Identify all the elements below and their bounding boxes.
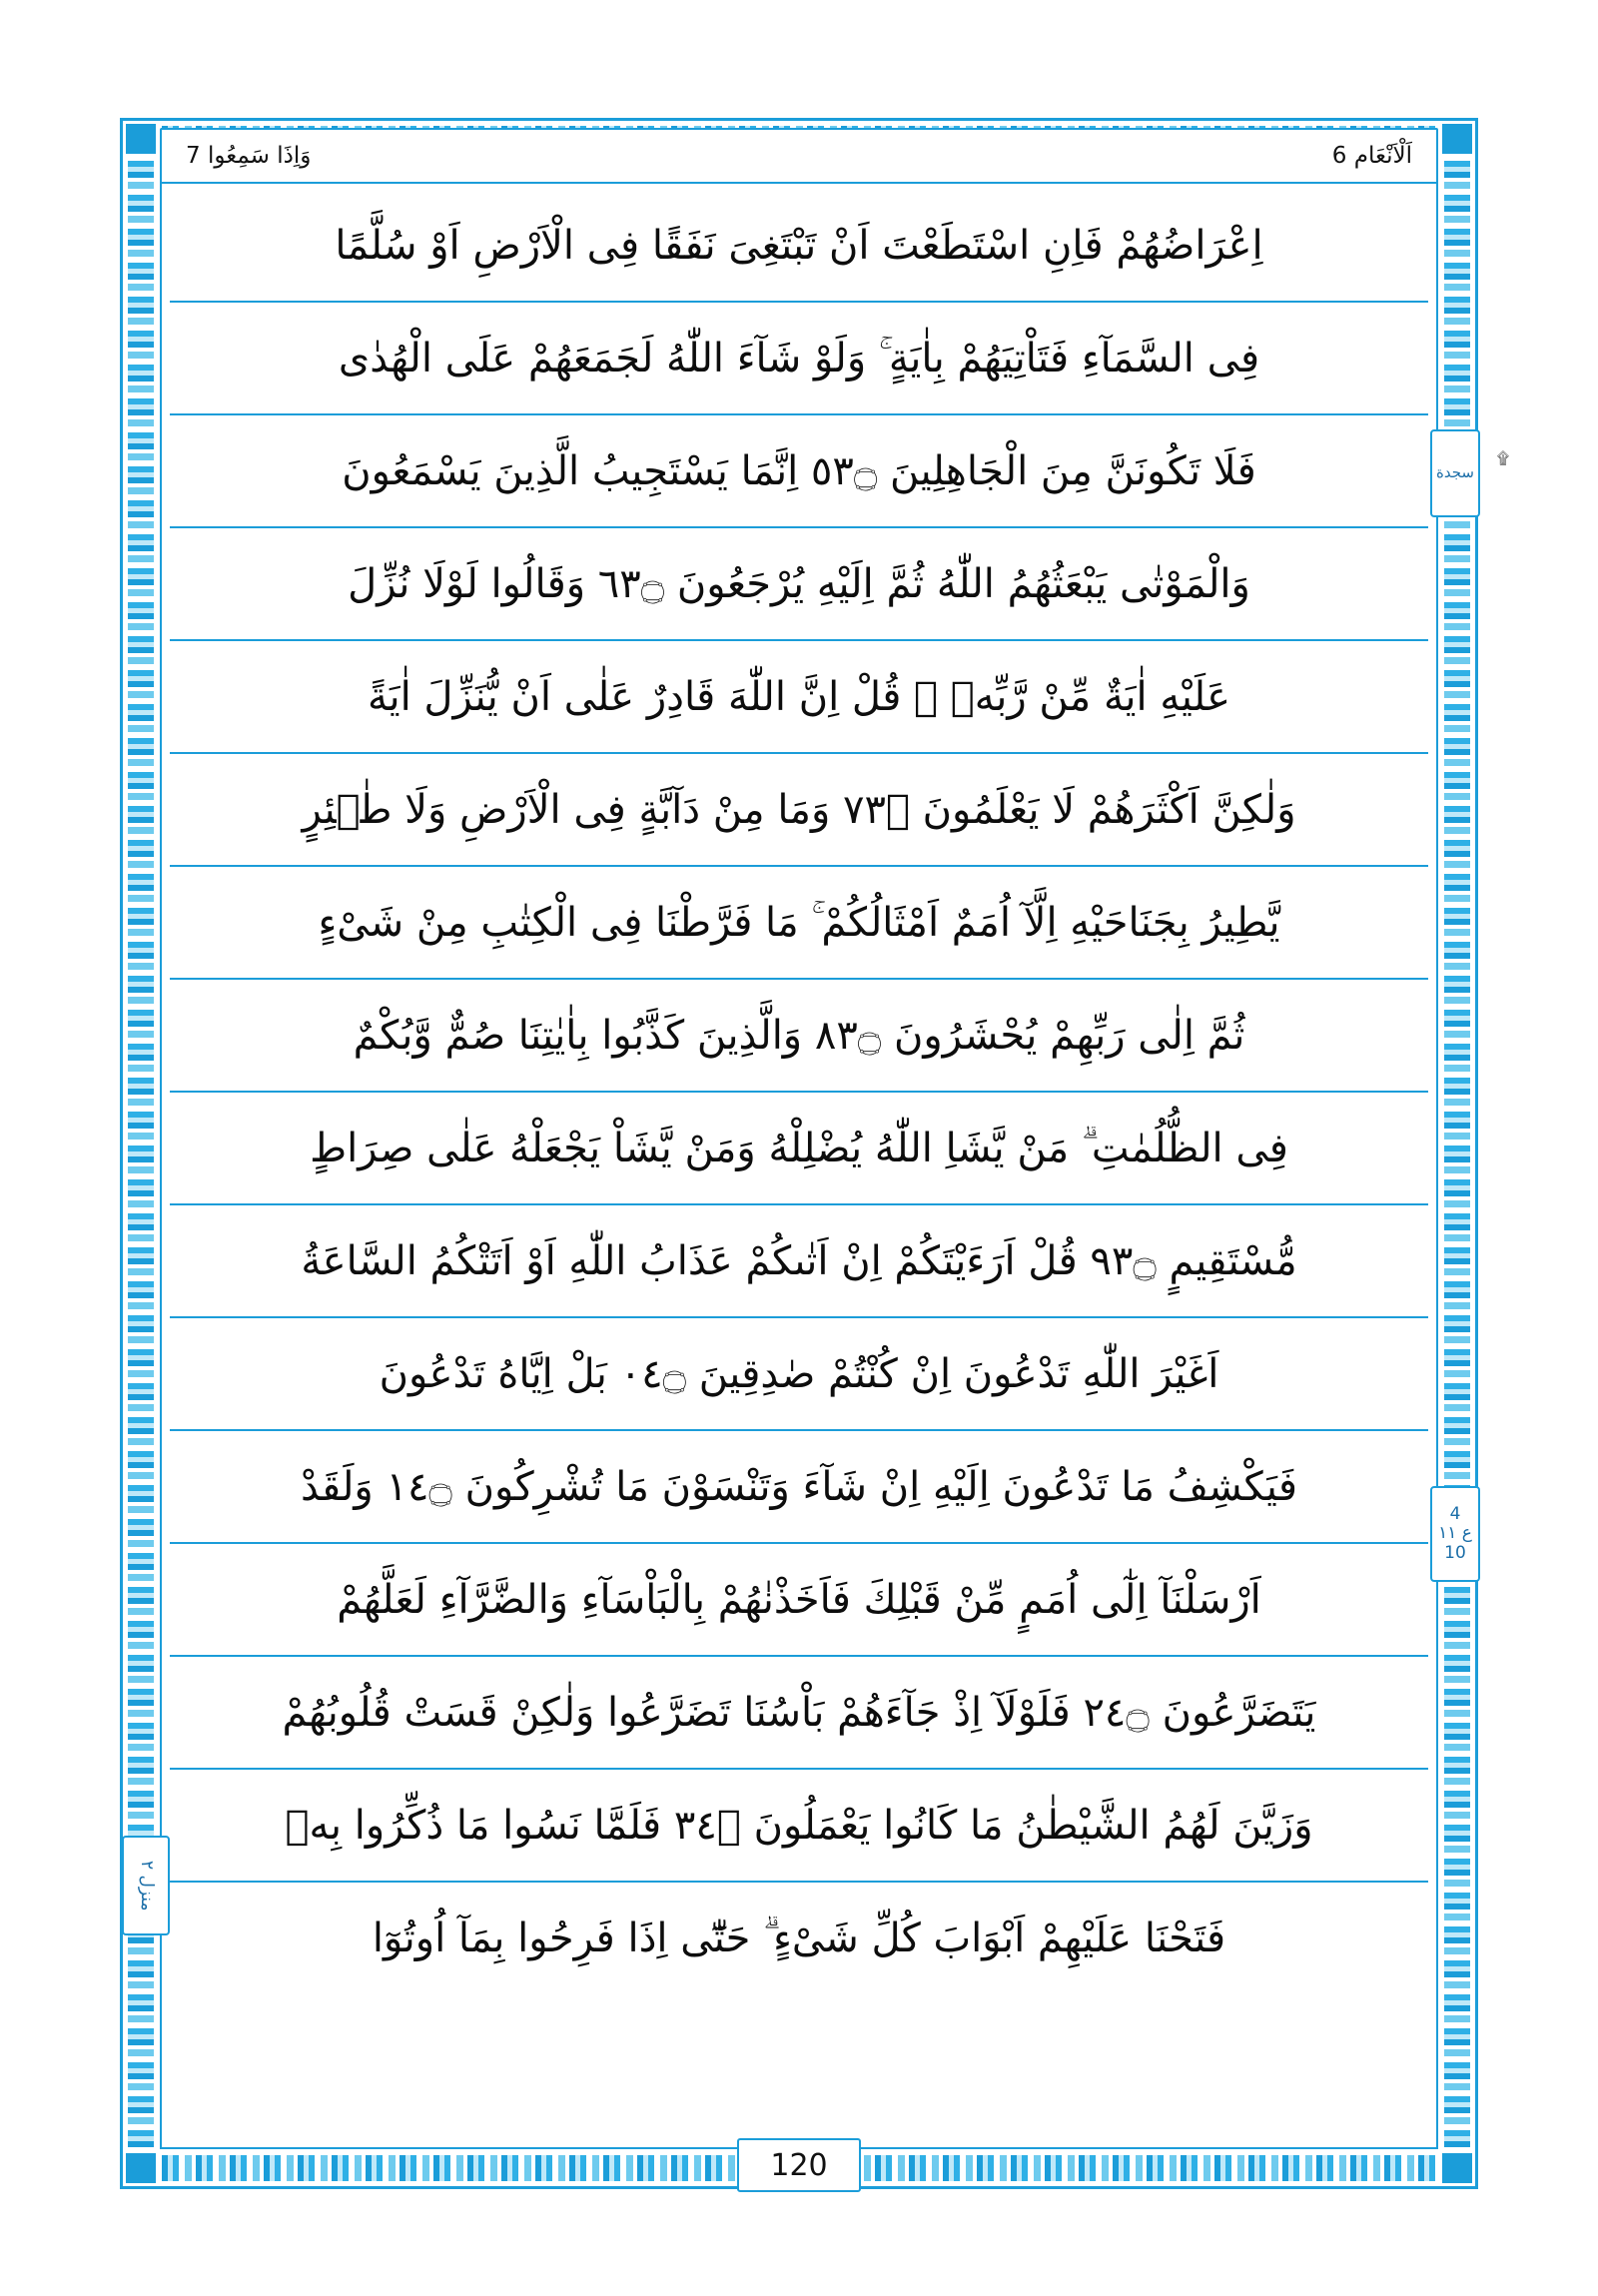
- ayah-line: [170, 528, 1428, 641]
- ayah-line: [170, 1205, 1428, 1318]
- ayah-line-text: عَلَيْهِ اٰيَةٌ مِّنْ رَّبِّهٖ ۚ قُلْ اِنَّ اللّٰهَ قَادِرٌ عَلٰى اَنْ يُّنَزِّلَ اٰيَةً: [368, 673, 1230, 720]
- ayah-line-text: فِى الظُّلُمٰتِ ۗ مَنْ يَّشَاِ اللّٰهُ يُضْلِلْهُ وَمَنْ يَّشَاْ يَجْعَلْهُ عَلٰى صِرَاطٍ: [310, 1125, 1288, 1171]
- ayah-line: [170, 980, 1428, 1093]
- ayah-line: [170, 303, 1428, 415]
- ayah-line: [170, 867, 1428, 980]
- ruku-marker-bottom: 10: [1444, 1542, 1466, 1563]
- ayah-line: [170, 1318, 1428, 1431]
- ayah-line-text: يَّطِيرُ بِجَنَاحَيْهِ اِلَّآ اُمَمٌ اَمْثَالُكُمْ ۚ مَا فَرَّطْنَا فِى الْكِتٰبِ مِنْ شَىْءٍ: [318, 899, 1280, 946]
- ayah-line: [170, 415, 1428, 528]
- frame-corner-top-right: [1440, 122, 1474, 156]
- page-number: 120: [737, 2138, 861, 2192]
- ayah-line-text: فَيَكْشِفُ مَا تَدْعُونَ اِلَيْهِ اِنْ شَآءَ وَتَنْسَوْنَ مَا تُشْرِكُونَ ۝٤١ وَلَقَدْ: [301, 1463, 1297, 1510]
- ayah-line-text: يَتَضَرَّعُونَ ۝٤٢ فَلَوْلَآ اِذْ جَآءَهُمْ بَاْسُنَا تَضَرَّعُوا وَلٰكِنْ قَسَتْ قُلُوبُهُمْ: [282, 1689, 1316, 1736]
- sajda-glyph-icon: ۩: [1496, 448, 1510, 467]
- ayah-line-text: فَلَا تَكُونَنَّ مِنَ الْجَاهِلِينَ ۝٣٥ اِنَّمَا يَسْتَجِيبُ الَّذِينَ يَسْمَعُونَ: [342, 447, 1256, 494]
- ayah-line: [170, 1770, 1428, 1883]
- ayah-line-text: اِعْرَاضُهُمْ فَاِنِ اسْتَطَعْتَ اَنْ تَبْتَغِىَ نَفَقًا فِى الْاَرْضِ اَوْ سُلَّمًا: [335, 222, 1263, 269]
- ayah-lines: [170, 190, 1428, 2137]
- page-header: [160, 128, 1438, 184]
- ayah-line: [170, 1431, 1428, 1544]
- sajda-marker: [1430, 429, 1480, 517]
- surah-label: اَلْاَنْعَام 6: [1331, 143, 1412, 169]
- manzil-marker: منزل ٢: [122, 1836, 170, 1935]
- ayah-line: [170, 1883, 1428, 1993]
- ruku-marker-mid: ع ١١: [1438, 1523, 1472, 1544]
- ayah-line-text: اَرْسَلْنَآ اِلٰٓى اُمَمٍ مِّنْ قَبْلِكَ فَاَخَذْنٰهُمْ بِالْبَاْسَآءِ وَالضَّرَّآءِ لَعَلَّهُمْ: [337, 1576, 1261, 1623]
- ayah-line-text: فِى السَّمَآءِ فَتَاْتِيَهُمْ بِاٰيَةٍ ۚ وَلَوْ شَآءَ اللّٰهُ لَجَمَعَهُمْ عَلَى الْهُدٰى: [338, 335, 1260, 382]
- juz-label: وَاِذَا سَمِعُوا 7: [186, 143, 312, 169]
- ayah-line: [170, 1093, 1428, 1205]
- ayah-line-text: اَغَيْرَ اللّٰهِ تَدْعُونَ اِنْ كُنْتُمْ صٰدِقِينَ ۝٤٠ بَلْ اِيَّاهُ تَدْعُونَ: [379, 1350, 1219, 1397]
- ruku-marker-top: 4: [1449, 1503, 1461, 1524]
- sajda-marker-label: سجدة: [1436, 463, 1474, 482]
- frame-corner-bottom-left: [124, 2151, 158, 2185]
- ruku-marker: [1430, 1486, 1480, 1582]
- ayah-line-text: وَالْمَوْتٰى يَبْعَثُهُمُ اللّٰهُ ثُمَّ اِلَيْهِ يُرْجَعُونَ ۝٣٦ وَقَالُوا لَوْلَا نُزِّلَ: [348, 560, 1250, 607]
- frame-corner-top-left: [124, 122, 158, 156]
- ayah-line: [170, 754, 1428, 867]
- ayah-line: [170, 641, 1428, 754]
- ayah-line: [170, 1657, 1428, 1770]
- frame-corner-bottom-right: [1440, 2151, 1474, 2185]
- ayah-line-text: مُّسْتَقِيمٍ ۝٣٩ قُلْ اَرَءَيْتَكُمْ اِنْ اَتٰىكُمْ عَذَابُ اللّٰهِ اَوْ اَتَتْكُمُ السَّاعَةُ: [301, 1237, 1297, 1284]
- ayah-line: [170, 190, 1428, 303]
- ayah-line-text: فَتَحْنَا عَلَيْهِمْ اَبْوَابَ كُلِّ شَىْءٍ ۗ حَتّٰٓى اِذَا فَرِحُوا بِمَآ اُوتُوٓا: [372, 1914, 1226, 1961]
- ayah-line-text: ثُمَّ اِلٰى رَبِّهِمْ يُحْشَرُونَ ۝٣٨ وَالَّذِينَ كَذَّبُوا بِاٰيٰتِنَا صُمٌّ وَّبُكْمٌ: [353, 1012, 1245, 1059]
- ayah-line: [170, 1544, 1428, 1657]
- ayah-line-text: وَلٰكِنَّ اَكْثَرَهُمْ لَا يَعْلَمُونَ ۝٣٧ وَمَا مِنْ دَآبَّةٍ فِى الْاَرْضِ وَلَا طٰۤئِرٍ: [302, 786, 1296, 833]
- ayah-line-text: وَزَيَّنَ لَهُمُ الشَّيْطٰنُ مَا كَانُوا يَعْمَلُونَ ۝٤٣ فَلَمَّا نَسُوا مَا ذُكِّرُوا بِهٖ: [285, 1802, 1313, 1849]
